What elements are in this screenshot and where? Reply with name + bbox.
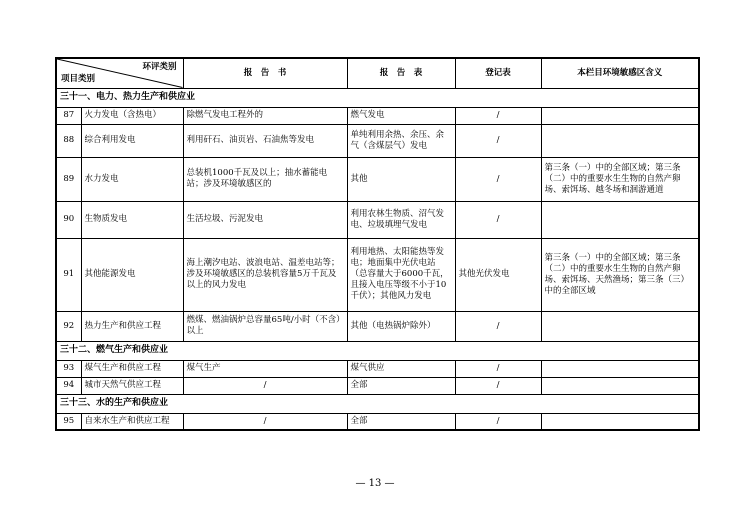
registration-cell: / — [455, 201, 541, 238]
project-name: 水力发电 — [81, 157, 183, 201]
page-number: — 13 — — [355, 478, 395, 489]
table-row — [56, 311, 699, 341]
header-project-category: 项目类别 — [61, 73, 96, 84]
registration-cell: / — [455, 377, 541, 394]
sensitive-area-cell: 第三条（一）中的全部区域；第三条（二）中的重要水生生物的自然产卵场、索饵场、天然渔场；第三条（三）中的全部区域 — [541, 238, 699, 311]
diagonal-header-cell — [56, 58, 183, 88]
registration-cell: / — [455, 413, 541, 430]
report-form-cell: 其他 — [347, 157, 455, 201]
row-number: 90 — [56, 201, 81, 238]
registration-cell: / — [455, 124, 541, 157]
report-book-cell: 总装机1000千瓦及以上；抽水蓄能电站；涉及环境敏感区的 — [183, 157, 347, 201]
section-title: 三十三、水的生产和供应业 — [56, 394, 699, 413]
project-name: 城市天然气供应工程 — [81, 377, 183, 394]
section-header-row — [56, 394, 699, 413]
header-row — [56, 58, 699, 88]
sensitive-area-cell — [541, 360, 699, 377]
report-form-cell: 单纯利用余热、余压、余气（含煤层气）发电 — [347, 124, 455, 157]
project-name: 生物质发电 — [81, 201, 183, 238]
report-form-cell: 全部 — [347, 377, 455, 394]
project-name: 煤气生产和供应工程 — [81, 360, 183, 377]
sensitive-area-cell — [541, 201, 699, 238]
report-form-cell: 煤气供应 — [347, 360, 455, 377]
project-name: 自来水生产和供应工程 — [81, 413, 183, 430]
report-book-cell: 燃煤、燃油锅炉总容量65吨/小时（不含）以上 — [183, 311, 347, 341]
report-book-cell: / — [183, 377, 347, 394]
sensitive-area-cell: 第三条（一）中的全部区域；第三条（二）中的重要水生生物的自然产卵场、索饵场、越冬场和洄游通道 — [541, 157, 699, 201]
registration-cell: / — [455, 107, 541, 124]
report-book-cell: 煤气生产 — [183, 360, 347, 377]
report-book-cell: 海上潮汐电站、波浪电站、温差电站等；涉及环境敏感区的总装机容量5万千瓦及以上的风力发电 — [183, 238, 347, 311]
row-number: 92 — [56, 311, 81, 341]
report-book-cell: / — [183, 413, 347, 430]
table-row — [56, 107, 699, 124]
project-name: 热力生产和供应工程 — [81, 311, 183, 341]
report-form-cell: 其他（电热锅炉除外） — [347, 311, 455, 341]
table-row — [56, 124, 699, 157]
sensitive-area-cell — [541, 107, 699, 124]
sensitive-area-cell — [541, 413, 699, 430]
header-env-category: 环评类别 — [142, 62, 177, 72]
row-number: 91 — [56, 238, 81, 311]
report-form-cell: 利用地热、太阳能热等发电；地面集中光伏电站（总容量大于6000千瓦，且接入电压等级不小于10千伏）；其他风力发电 — [347, 238, 455, 311]
table-row — [56, 360, 699, 377]
header-report-form: 报 告 表 — [347, 58, 455, 88]
section-title: 三十二、燃气生产和供应业 — [56, 341, 699, 360]
project-name: 综合利用发电 — [81, 124, 183, 157]
table-row — [56, 413, 699, 430]
classification-table — [55, 57, 700, 431]
row-number: 94 — [56, 377, 81, 394]
report-form-cell: 全部 — [347, 413, 455, 430]
row-number: 87 — [56, 107, 81, 124]
report-book-cell: 生活垃圾、污泥发电 — [183, 201, 347, 238]
registration-cell: / — [455, 360, 541, 377]
section-header-row — [56, 341, 699, 360]
header-sensitive-area: 本栏目环境敏感区含义 — [541, 58, 699, 88]
table-row — [56, 377, 699, 394]
row-number: 88 — [56, 124, 81, 157]
section-header-row — [56, 88, 699, 107]
row-number: 93 — [56, 360, 81, 377]
row-number: 89 — [56, 157, 81, 201]
table-row — [56, 157, 699, 201]
report-book-cell: 除燃气发电工程外的 — [183, 107, 347, 124]
sensitive-area-cell — [541, 311, 699, 341]
project-name: 其他能源发电 — [81, 238, 183, 311]
report-form-cell: 燃气发电 — [347, 107, 455, 124]
registration-cell: / — [455, 311, 541, 341]
header-registration: 登记表 — [455, 58, 541, 88]
registration-cell: / — [455, 157, 541, 201]
project-name: 火力发电（含热电） — [81, 107, 183, 124]
sensitive-area-cell — [541, 124, 699, 157]
row-number: 95 — [56, 413, 81, 430]
table-row — [56, 201, 699, 238]
table-row — [56, 238, 699, 311]
header-report-book: 报 告 书 — [183, 58, 347, 88]
report-book-cell: 利用矸石、油页岩、石油焦等发电 — [183, 124, 347, 157]
section-title: 三十一、电力、热力生产和供应业 — [56, 88, 699, 107]
report-form-cell: 利用农林生物质、沼气发电、垃圾填埋气发电 — [347, 201, 455, 238]
sensitive-area-cell — [541, 377, 699, 394]
registration-cell: 其他光伏发电 — [455, 238, 541, 311]
